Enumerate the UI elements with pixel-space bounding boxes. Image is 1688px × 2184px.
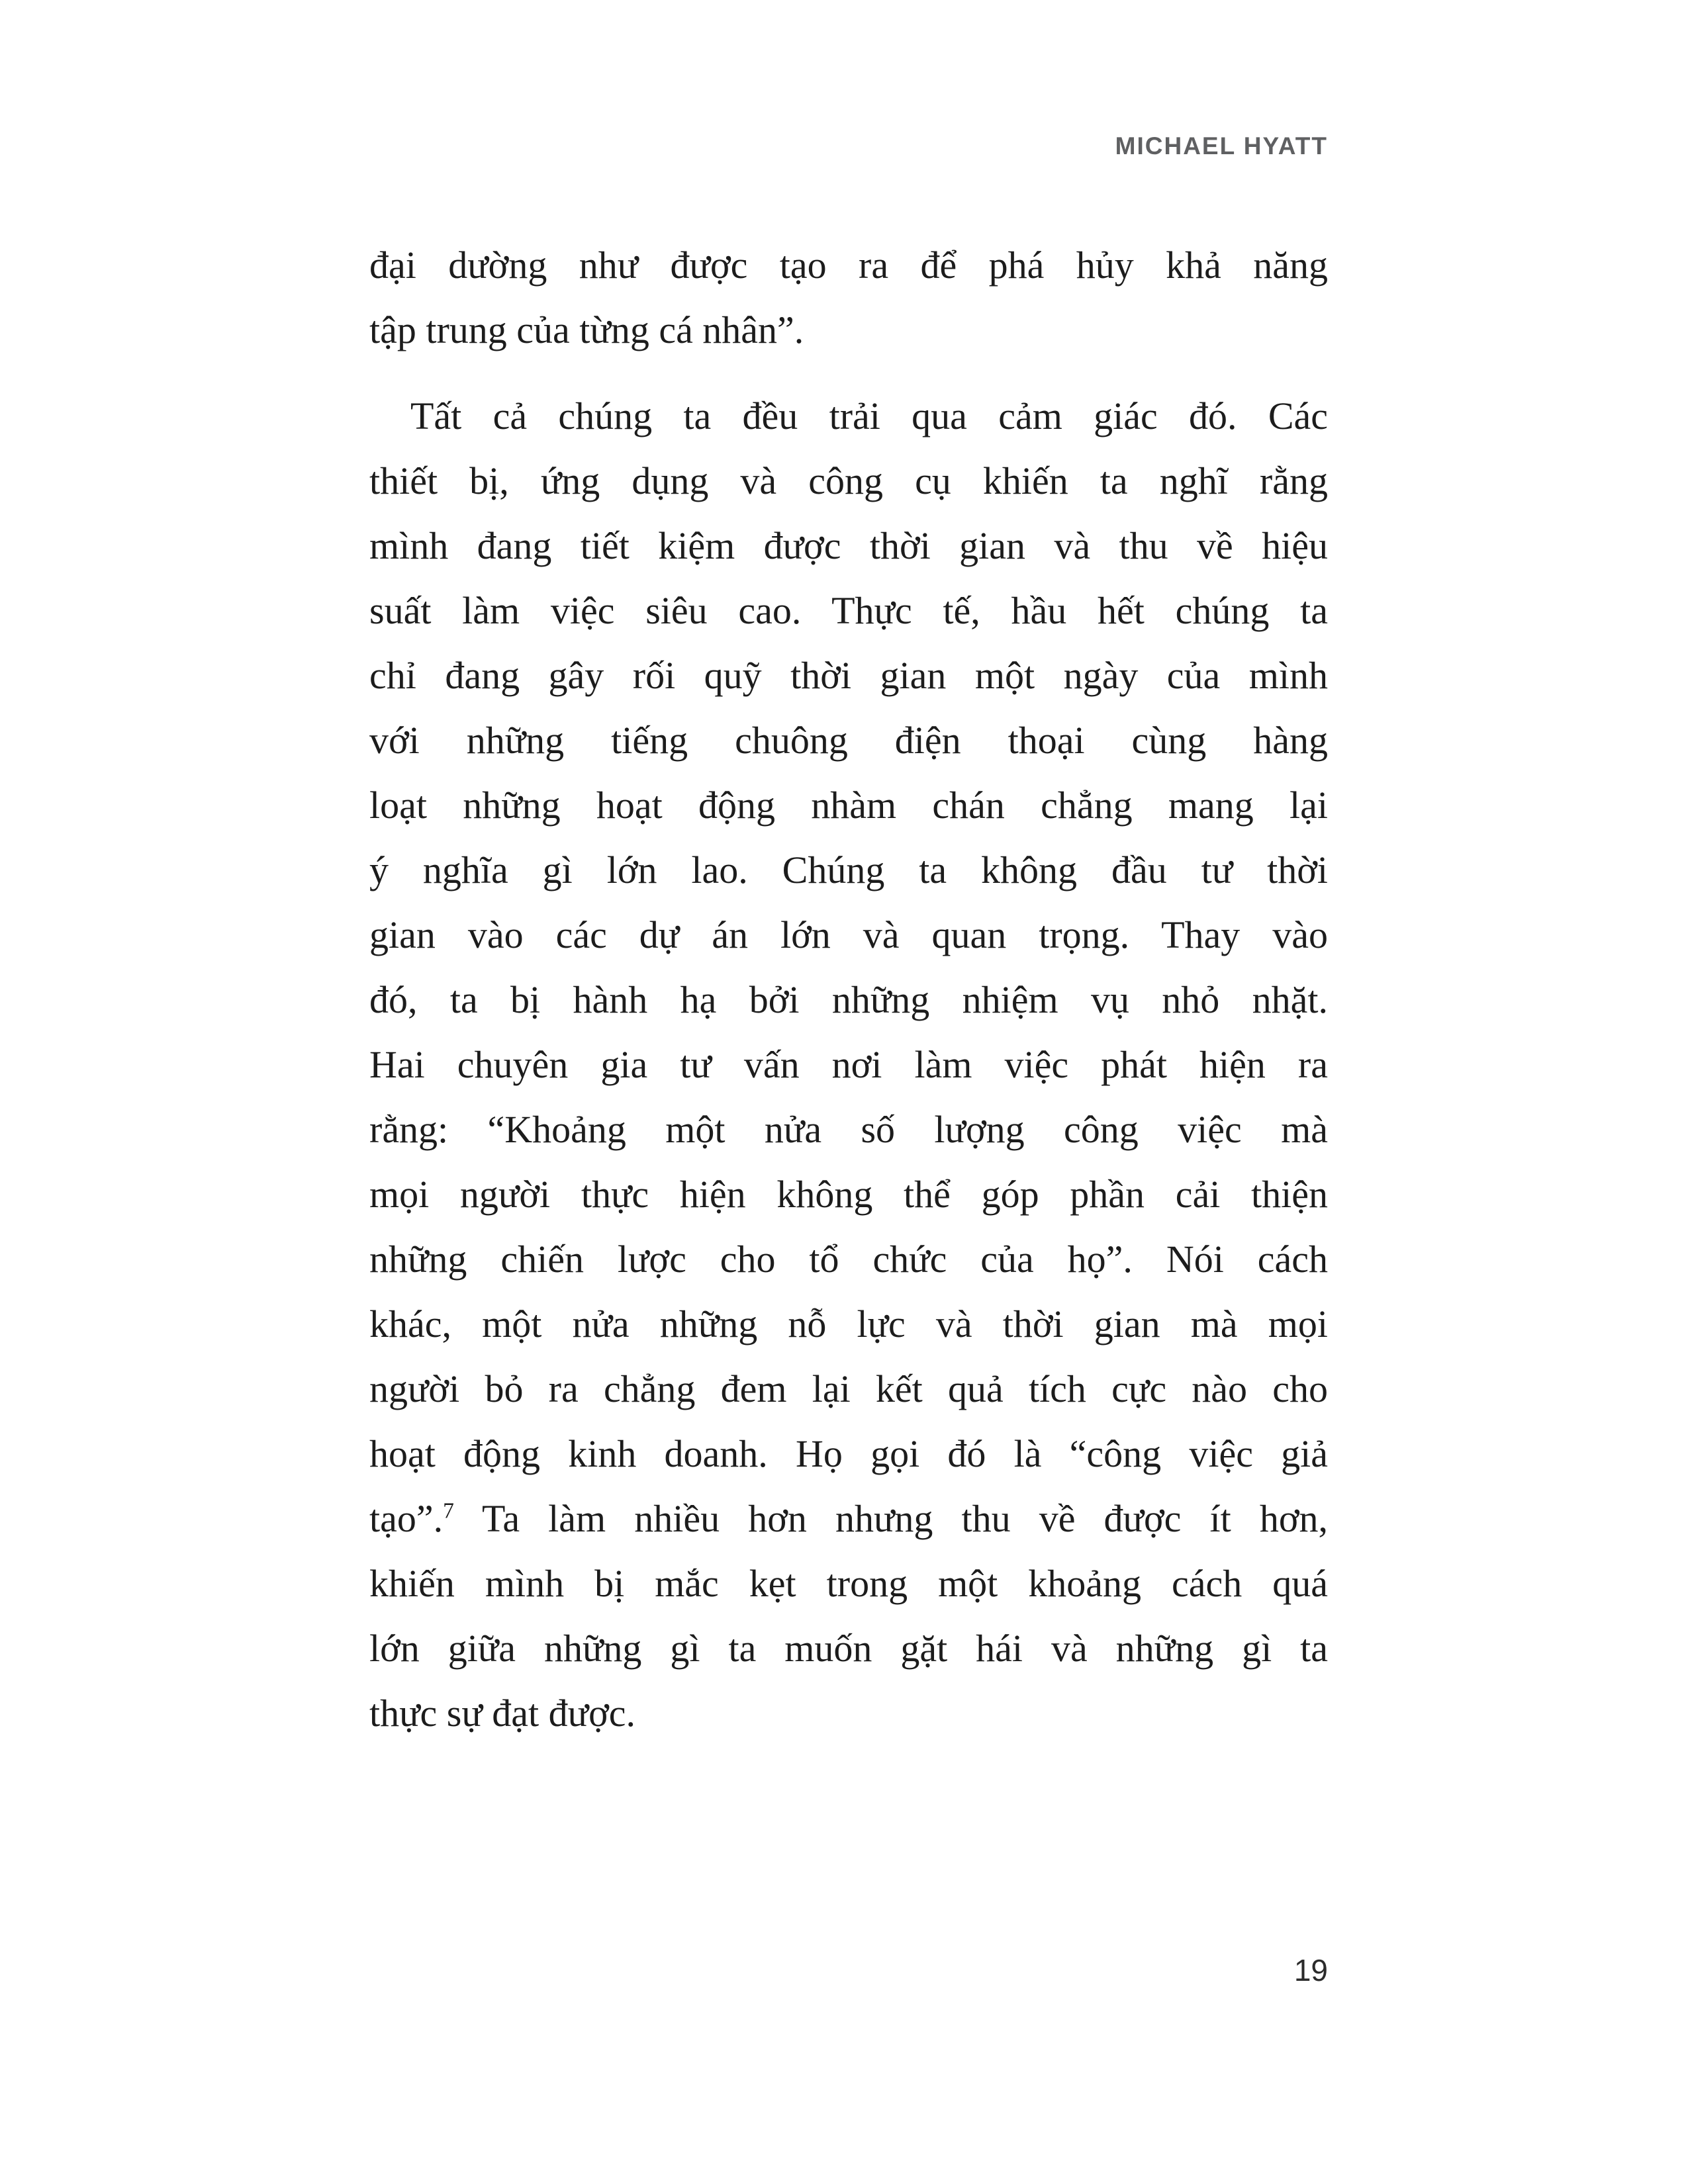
body-text: [369, 233, 1328, 1746]
text-line: thiết bị, ứng dụng và công cụ khiến ta nghĩ rằng: [369, 459, 1328, 502]
text-line: ý nghĩa gì lớn lao. Chúng ta không đầu tư thời: [369, 848, 1328, 891]
text-line: người bỏ ra chẳng đem lại kết quả tích cực nào cho: [369, 1367, 1328, 1410]
text-line: chỉ đang gây rối quỹ thời gian một ngày của mình: [369, 654, 1328, 697]
text-line: Tất cả chúng ta đều trải qua cảm giác đó. Các: [410, 394, 1328, 437]
text-line: suất làm việc siêu cao. Thực tế, hầu hết chúng ta: [369, 589, 1328, 632]
text-line: rằng: “Khoảng một nửa số lượng công việc mà: [369, 1108, 1328, 1151]
page-number: 19: [1293, 1953, 1328, 1987]
text-line: hoạt động kinh doanh. Họ gọi đó là “công việc giả: [369, 1432, 1328, 1475]
text-line: loạt những hoạt động nhàm chán chẳng mang lại: [369, 784, 1328, 827]
paragraph: [369, 384, 1328, 1746]
text-line: những chiến lược cho tổ chức của họ”. Nói cách: [369, 1238, 1328, 1281]
text-line: mình đang tiết kiệm được thời gian và thu về hiệu: [369, 524, 1328, 567]
text-line: đó, ta bị hành hạ bởi những nhiệm vụ nhỏ nhặt.: [369, 978, 1328, 1021]
text-line: mọi người thực hiện không thể góp phần cải thiện: [369, 1173, 1328, 1216]
text-line: khác, một nửa những nỗ lực và thời gian mà mọi: [369, 1302, 1328, 1345]
text-line: lớn giữa những gì ta muốn gặt hái và những gì ta: [369, 1627, 1328, 1670]
text-line: tạo”.$^7$ Ta làm nhiều hơn nhưng thu về được ít hơn,: [369, 1497, 1328, 1540]
text-line: khiến mình bị mắc kẹt trong một khoảng cách quá: [369, 1562, 1328, 1605]
text-line: tập trung của từng cá nhân”.: [369, 308, 804, 351]
footnote-ref: 7: [443, 1498, 454, 1524]
text-line: với những tiếng chuông điện thoại cùng hàng: [369, 719, 1328, 762]
text-line: gian vào các dự án lớn và quan trọng. Thay vào: [369, 913, 1328, 956]
paragraph: [369, 233, 1328, 363]
text-line: đại dường như được tạo ra để phá hủy khả năng: [369, 244, 1328, 287]
text-line: Hai chuyên gia tư vấn nơi làm việc phát hiện ra: [369, 1043, 1328, 1086]
running-head: MICHAEL HYATT: [1115, 132, 1328, 159]
text-line: thực sự đạt được.: [369, 1692, 636, 1735]
